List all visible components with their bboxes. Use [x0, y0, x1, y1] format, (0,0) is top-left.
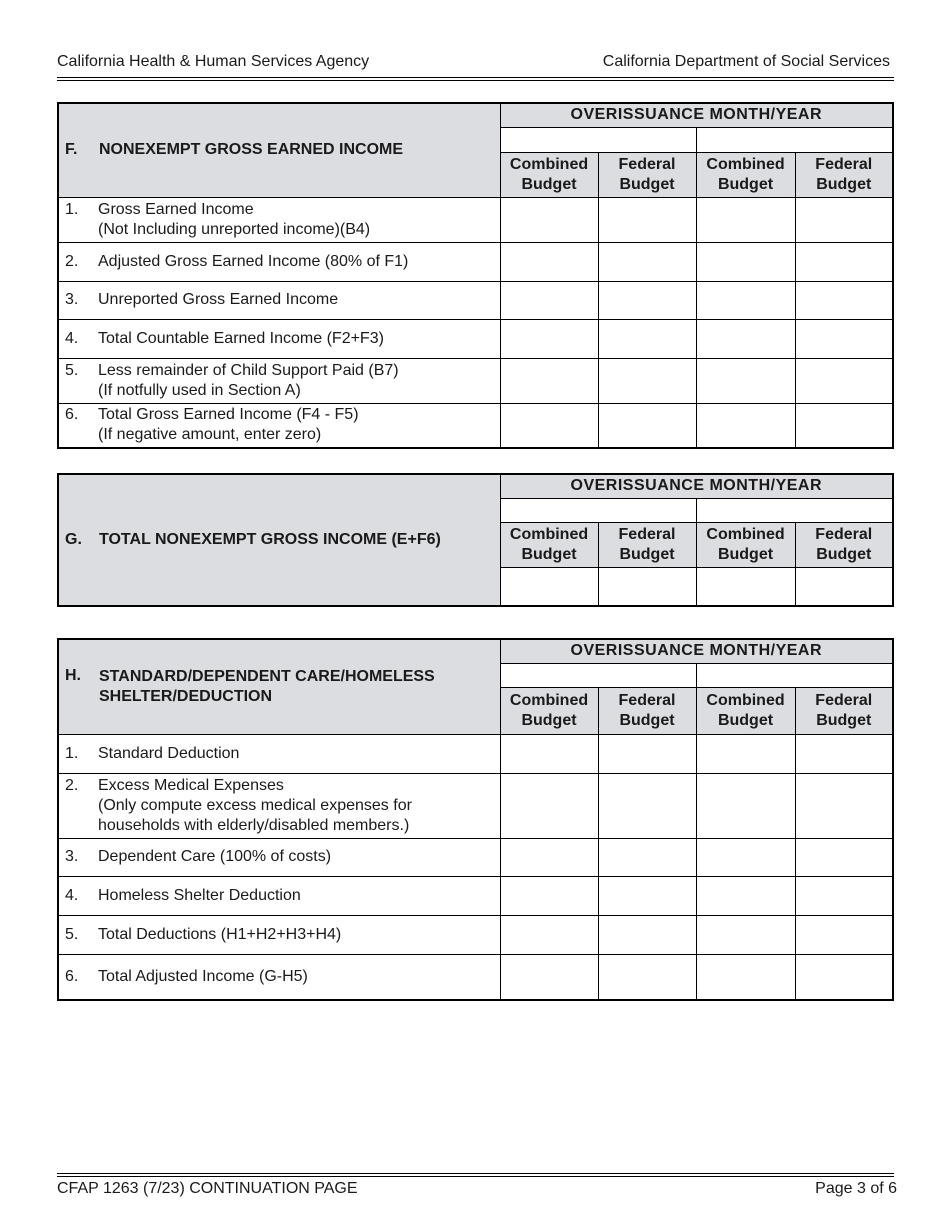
amount-cell[interactable] [598, 734, 696, 773]
page-number: Page 3 of 6 [815, 1180, 897, 1197]
amount-cell[interactable] [598, 915, 696, 954]
amount-cell[interactable] [598, 567, 696, 606]
table-row: 4. Homeless Shelter Deduction [58, 876, 893, 915]
footer-rule [57, 1173, 894, 1174]
amount-cell[interactable] [598, 197, 696, 242]
month-year-input-2[interactable] [696, 663, 893, 687]
amount-cell[interactable] [795, 915, 893, 954]
table-row: 2. Adjusted Gross Earned Income (80% of F1) [58, 242, 893, 281]
combined-budget-header: Combined Budget [500, 152, 598, 197]
amount-cell[interactable] [500, 954, 598, 1000]
amount-cell[interactable] [696, 876, 795, 915]
amount-cell[interactable] [500, 734, 598, 773]
federal-budget-header: Federal Budget [795, 522, 893, 567]
table-row: 6. Total Adjusted Income (G-H5) [58, 954, 893, 1000]
section-g-heading: G. TOTAL NONEXEMPT GROSS INCOME (E+F6) [58, 474, 500, 606]
combined-budget-header: Combined Budget [696, 522, 795, 567]
amount-cell[interactable] [795, 319, 893, 358]
amount-cell[interactable] [598, 838, 696, 876]
table-row: 2. Excess Medical Expenses (Only compute excess medical expenses for households with elderly/disabled members.) [58, 773, 893, 838]
amount-cell[interactable] [500, 358, 598, 403]
table-row: 1. Gross Earned Income (Not Including unreported income)(B4) [58, 197, 893, 242]
amount-cell[interactable] [696, 915, 795, 954]
agency-name: California Health & Human Services Agency [57, 53, 370, 70]
table-row: 6. Total Gross Earned Income (F4 - F5) (If negative amount, enter zero) [58, 403, 893, 448]
amount-cell[interactable] [696, 319, 795, 358]
footer-rule-2 [57, 1176, 894, 1177]
amount-cell[interactable] [500, 281, 598, 319]
combined-budget-header: Combined Budget [500, 522, 598, 567]
amount-cell[interactable] [598, 358, 696, 403]
amount-cell[interactable] [598, 773, 696, 838]
amount-cell[interactable] [696, 734, 795, 773]
overissuance-header: OVERISSUANCE MONTH/YEAR [500, 639, 893, 663]
amount-cell[interactable] [696, 773, 795, 838]
header-rule [57, 77, 894, 78]
amount-cell[interactable] [500, 773, 598, 838]
section-h-table [57, 638, 894, 1001]
amount-cell[interactable] [795, 838, 893, 876]
amount-cell[interactable] [598, 281, 696, 319]
month-year-input-2[interactable] [696, 498, 893, 522]
amount-cell[interactable] [500, 319, 598, 358]
table-row: 5. Less remainder of Child Support Paid (B7) (If notfully used in Section A) [58, 358, 893, 403]
overissuance-header: OVERISSUANCE MONTH/YEAR [500, 103, 893, 127]
amount-cell[interactable] [795, 773, 893, 838]
amount-cell[interactable] [696, 838, 795, 876]
header-rule-2 [57, 80, 894, 81]
table-row: 1. Standard Deduction [58, 734, 893, 773]
table-row: 3. Dependent Care (100% of costs) [58, 838, 893, 876]
section-g-table [57, 473, 894, 607]
amount-cell[interactable] [696, 197, 795, 242]
amount-cell[interactable] [500, 838, 598, 876]
month-year-input-2[interactable] [696, 127, 893, 152]
amount-cell[interactable] [696, 954, 795, 1000]
amount-cell[interactable] [500, 567, 598, 606]
federal-budget-header: Federal Budget [598, 522, 696, 567]
amount-cell[interactable] [696, 403, 795, 448]
amount-cell[interactable] [598, 403, 696, 448]
section-f-heading: F. NONEXEMPT GROSS EARNED INCOME [58, 103, 500, 197]
amount-cell[interactable] [795, 281, 893, 319]
amount-cell[interactable] [598, 242, 696, 281]
amount-cell[interactable] [696, 358, 795, 403]
section-f-table [57, 102, 894, 449]
amount-cell[interactable] [795, 197, 893, 242]
amount-cell[interactable] [696, 242, 795, 281]
amount-cell[interactable] [500, 876, 598, 915]
amount-cell[interactable] [795, 876, 893, 915]
federal-budget-header: Federal Budget [598, 152, 696, 197]
amount-cell[interactable] [696, 281, 795, 319]
combined-budget-header: Combined Budget [696, 687, 795, 734]
table-row: 3. Unreported Gross Earned Income [58, 281, 893, 319]
amount-cell[interactable] [795, 954, 893, 1000]
amount-cell[interactable] [795, 242, 893, 281]
department-name: California Department of Social Services [602, 53, 890, 70]
section-h-heading: H. STANDARD/DEPENDENT CARE/HOMELESS SHELTER/DEDUCTION [58, 639, 500, 734]
amount-cell[interactable] [795, 403, 893, 448]
table-row: 5. Total Deductions (H1+H2+H3+H4) [58, 915, 893, 954]
amount-cell[interactable] [500, 197, 598, 242]
amount-cell[interactable] [795, 358, 893, 403]
overissuance-header: OVERISSUANCE MONTH/YEAR [500, 474, 893, 498]
form-number: CFAP 1263 (7/23) CONTINUATION PAGE [57, 1180, 358, 1197]
amount-cell[interactable] [500, 242, 598, 281]
amount-cell[interactable] [500, 403, 598, 448]
amount-cell[interactable] [795, 734, 893, 773]
amount-cell[interactable] [598, 876, 696, 915]
federal-budget-header: Federal Budget [598, 687, 696, 734]
amount-cell[interactable] [696, 567, 795, 606]
federal-budget-header: Federal Budget [795, 152, 893, 197]
amount-cell[interactable] [598, 319, 696, 358]
month-year-input-1[interactable] [500, 127, 696, 152]
amount-cell[interactable] [500, 915, 598, 954]
combined-budget-header: Combined Budget [696, 152, 795, 197]
combined-budget-header: Combined Budget [500, 687, 598, 734]
table-row: 4. Total Countable Earned Income (F2+F3) [58, 319, 893, 358]
month-year-input-1[interactable] [500, 498, 696, 522]
amount-cell[interactable] [795, 567, 893, 606]
amount-cell[interactable] [598, 954, 696, 1000]
federal-budget-header: Federal Budget [795, 687, 893, 734]
month-year-input-1[interactable] [500, 663, 696, 687]
